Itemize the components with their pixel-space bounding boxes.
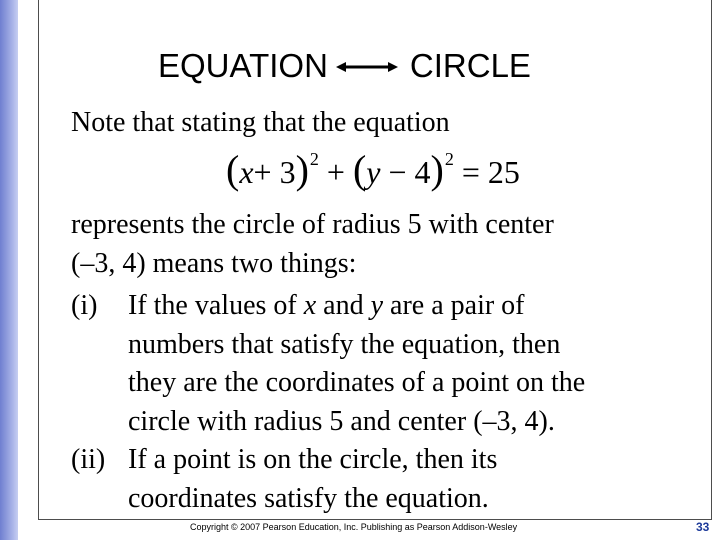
body-line-2: (–3, 4) means two things: bbox=[71, 248, 357, 279]
list-label-i: (i) bbox=[71, 290, 98, 321]
list-i-line-3: they are the coordinates of a point on the bbox=[128, 367, 586, 398]
title-circle: CIRCLE bbox=[409, 47, 531, 84]
title-equation: EQUATION bbox=[158, 47, 328, 84]
list-i-line-1-a: If the values of bbox=[128, 290, 304, 321]
copyright-footer: Copyright © 2007 Pearson Education, Inc. Publishing as Pearson Addison-Wesley bbox=[190, 522, 518, 532]
eq-paren-open-2: ( bbox=[352, 147, 367, 192]
eq-var-y: y bbox=[366, 154, 381, 190]
double-arrow-icon bbox=[336, 47, 398, 85]
eq-plus: + bbox=[318, 154, 353, 190]
list-label-ii: (ii) bbox=[71, 444, 106, 475]
list-i-var-x: x bbox=[303, 290, 317, 321]
circle-equation bbox=[226, 147, 520, 194]
eq-paren-close-2: ) bbox=[430, 147, 444, 192]
list-i-line-4: circle with radius 5 and center (–3, 4). bbox=[128, 405, 555, 437]
body-line-1: represents the circle of radius 5 with center bbox=[71, 209, 554, 240]
list-ii-line-2: coordinates satisfy the equation. bbox=[128, 482, 489, 514]
eq-exponent-2: 2 bbox=[444, 149, 454, 169]
decorative-left-bar bbox=[0, 0, 18, 540]
list-ii-line-1: If a point is on the circle, then its bbox=[128, 444, 498, 475]
page-number: 33 bbox=[696, 520, 710, 534]
list-i-line-1-b: and bbox=[316, 290, 371, 321]
slide-title bbox=[158, 44, 531, 88]
list-i-line-2: numbers that satisfy the equation, then bbox=[128, 328, 561, 360]
list-i-line-1-c: are a pair of bbox=[383, 290, 525, 321]
eq-var-x: x bbox=[239, 154, 254, 190]
list-body-i bbox=[128, 287, 585, 441]
list-i-line-1 bbox=[128, 287, 585, 326]
eq-paren-open-1: ( bbox=[226, 147, 240, 192]
eq-equals: = 25 bbox=[453, 154, 520, 190]
eq-term-1: + 3 bbox=[253, 154, 296, 190]
eq-paren-close-1: ) bbox=[295, 147, 309, 192]
eq-term-2: − 4 bbox=[380, 154, 431, 190]
list-body-ii bbox=[128, 441, 497, 518]
eq-exponent-1: 2 bbox=[309, 149, 319, 169]
list-i-var-y: y bbox=[370, 290, 384, 321]
intro-text: Note that stating that the equation bbox=[71, 107, 450, 138]
